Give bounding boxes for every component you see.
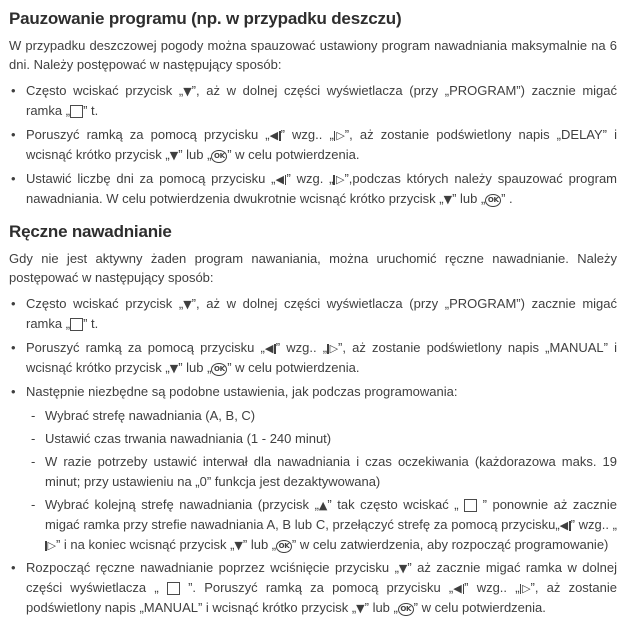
frame-icon — [70, 105, 83, 118]
ok-button-icon: OK — [398, 603, 414, 616]
arrow-right-icon: ▷ — [520, 583, 531, 594]
list-item-text: Poruszyć ramką za pomocą przycisku „◀ ” wzg.. „ ▷”, aż zostanie podświetlony napis „MANUAL” i wcisnąć krótko przycisk „▼” lub „ OK ” w celu potwierdzenia. — [26, 340, 617, 375]
triangle-up-icon: ▲ — [318, 499, 328, 512]
triangle-down-icon: ▼ — [169, 149, 179, 162]
ok-button-icon: OK — [276, 540, 292, 553]
bullet-marker: • — [11, 127, 16, 142]
arrow-left-icon: ◀ — [453, 583, 464, 594]
section-pausing-program — [9, 9, 617, 209]
arrow-right-icon: ▷ — [333, 174, 344, 185]
section-manual-watering — [9, 222, 617, 618]
ok-button-icon: OK — [485, 194, 501, 207]
sub-list-item — [31, 495, 617, 555]
ok-button-icon: OK — [211, 150, 227, 163]
sub-list-item — [31, 429, 617, 449]
frame-icon — [167, 582, 180, 595]
bullet-marker: • — [11, 83, 16, 98]
list-item-text: Rozpocząć ręczne nawadnianie poprzez wciśnięcie przycisku „▼” aż zacznie migać ramka w dolnej części wyświetlacza „ ”. Poruszyć ramką za pomocą przycisku „◀ ” wzg.. „ ▷”, aż zostanie podświetlony napis „MANUAL” i wcisnąć krótko przycisk „▼” lub „ OK ” w celu potwierdzenia. — [26, 560, 617, 615]
section-heading: Ręczne nawadnianie — [9, 222, 172, 241]
list-item-text: Wybrać strefę nawadniania (A, B, C) — [45, 408, 256, 423]
bullet-marker: • — [11, 296, 16, 311]
ok-button-icon: OK — [211, 363, 227, 376]
list-item-text: Wybrać kolejną strefę nawadniania (przycisk „▲” tak często wciskać „ ” ponownie aż zacznie migać ramka przy strefie nawadniania A, B lub C, przełączyć strefę za pomocą przycisku„◀ ” wzg.. „▷” i na koniec wcisnąć przycisk „▼” lub „ OK ” w celu zatwierdzenia, aby rozpocząć programowanie) — [45, 497, 617, 552]
bullet-marker: • — [11, 384, 16, 399]
triangle-down-icon: ▼ — [234, 539, 243, 552]
triangle-down-icon: ▼ — [443, 193, 453, 206]
triangle-down-icon: ▼ — [398, 562, 408, 575]
sub-list-item — [31, 452, 617, 492]
list-item-text: Często wciskać przycisk „▼”, aż w dolnej części wyświetlacza (przy „PROGRAM”) zacznie migać ramka „ ” t. — [26, 83, 617, 118]
list-item — [9, 294, 617, 334]
arrow-left-icon: ◀ — [275, 174, 286, 185]
list-item-text: Ustawić czas trwania nawadniania (1 - 240 minut) — [45, 431, 332, 446]
section-intro: W przypadku deszczowej pogody można spauzować ustawiony program nawadniania maksymalnie na 6 dni. Należy postępować w następujący sposób: — [9, 38, 617, 72]
bullet-list — [9, 294, 617, 618]
bullet-marker: • — [11, 171, 16, 186]
arrow-right-icon: ▷ — [327, 343, 338, 354]
dash-marker: - — [31, 454, 36, 469]
list-item-text: Poruszyć ramką za pomocą przycisku „◀ ” wzg.. „ ▷”, aż zostanie podświetlony napis „DELAY” i wcisnąć krótko przycisk „▼” lub „ OK ” w celu potwierdzenia. — [26, 127, 617, 162]
section-heading: Pauzowanie programu (np. w przypadku deszczu) — [9, 9, 402, 28]
list-item-text: Często wciskać przycisk „▼”, aż w dolnej części wyświetlacza (przy „PROGRAM”) zacznie migać ramka „ ” t. — [26, 296, 617, 331]
section-intro: Gdy nie jest aktywny żaden program nawaniania, można uruchomić ręczne nawadnianie. Należy postępować w następujący sposób: — [9, 251, 617, 285]
triangle-down-icon: ▼ — [356, 602, 365, 615]
arrow-right-icon: ▷ — [334, 130, 345, 141]
bullet-list — [9, 81, 617, 209]
arrow-left-icon: ◀ — [560, 520, 571, 531]
list-item — [9, 382, 617, 402]
triangle-down-icon: ▼ — [183, 298, 192, 311]
dash-marker: - — [31, 497, 36, 512]
list-item-text: Następnie niezbędne są podobne ustawienia, jak podczas programowania: — [26, 384, 458, 399]
dash-marker: - — [31, 431, 36, 446]
arrow-left-icon: ◀ — [265, 343, 276, 354]
sub-list-item — [31, 406, 617, 426]
list-item — [9, 81, 617, 121]
arrow-right-icon: ▷ — [45, 540, 56, 551]
triangle-down-icon: ▼ — [169, 362, 179, 375]
dash-marker: - — [31, 408, 36, 423]
frame-icon — [464, 499, 477, 512]
list-item — [9, 169, 617, 209]
list-item — [9, 558, 617, 618]
list-item-text: Ustawić liczbę dni za pomocą przycisku „◀ ” wzg. „ ▷”,podczas których należy spauzować program nawadniania. W celu potwierdzenia dwukrotnie wcisnąć krótko przycisk „▼” lub „ OK ” . — [26, 171, 618, 206]
list-item-text: W razie potrzeby ustawić interwał dla nawadniania i czas oczekiwania (każdorazowa maks. 19 minut; przy ustawieniu na „0” funkcja jest dezaktywowana) — [45, 454, 617, 489]
list-item — [9, 338, 617, 378]
bullet-marker: • — [11, 340, 16, 355]
triangle-down-icon: ▼ — [183, 85, 192, 98]
list-item — [9, 125, 617, 165]
frame-icon — [70, 318, 83, 331]
arrow-left-icon: ◀ — [270, 130, 281, 141]
bullet-marker: • — [11, 560, 16, 575]
